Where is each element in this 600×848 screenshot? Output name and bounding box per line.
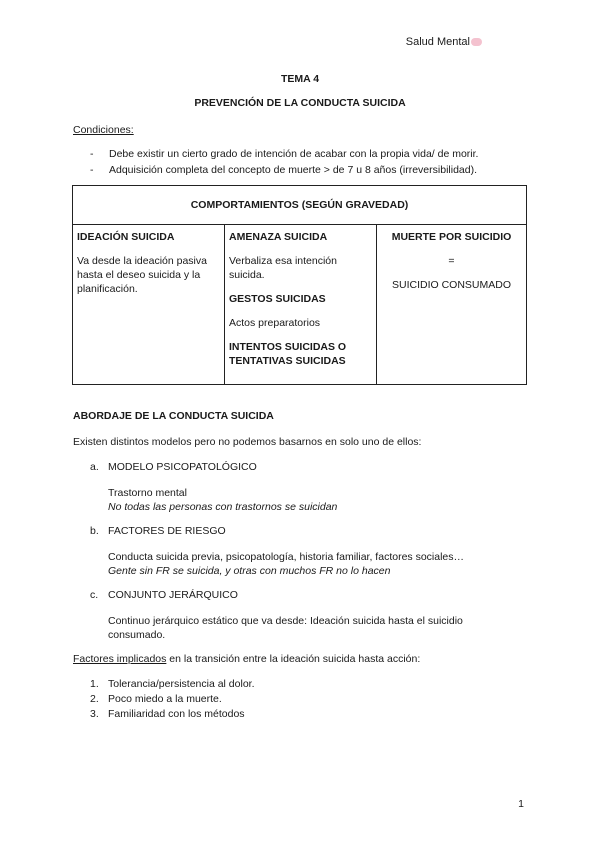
col-intentos-title: INTENTOS SUICIDAS O TENTATIVAS SUICIDAS (229, 341, 347, 367)
col-amenaza-title: AMENAZA SUICIDA (229, 231, 328, 243)
list-item (90, 525, 226, 537)
abordaje-intro: Existen distintos modelos pero no podemos basarnos en solo uno de ellos: (73, 436, 422, 448)
factores-list (90, 677, 255, 722)
factores-rest: en la transición entre la ideación suicida hasta acción: (166, 653, 421, 665)
col-ideacion (73, 224, 225, 384)
header-text: Salud Mental (405, 36, 470, 48)
item-label: a. (90, 461, 99, 473)
list-item (90, 692, 255, 707)
item-text: Conducta suicida previa, psicopatología, historia familiar, factores sociales… (108, 551, 465, 563)
list-item: - Adquisición completa del concepto de muerte > de 7 u 8 años (irreversibilidad). (90, 162, 478, 178)
item-body (108, 486, 337, 514)
table-header: COMPORTAMIENTOS (SEGÚN GRAVEDAD) (73, 186, 526, 225)
item-text: Trastorno mental (108, 487, 187, 499)
item-body (108, 614, 508, 642)
item-title: CONJUNTO JERÁRQUICO (108, 589, 238, 601)
item-text: Tolerancia/persistencia al dolor. (108, 678, 255, 690)
list-item (90, 707, 255, 722)
item-italic: No todas las personas con trastornos se suicidan (108, 501, 338, 513)
factores-line (73, 653, 420, 665)
col-muerte-title: MUERTE POR SUICIDIO (391, 231, 512, 243)
comportamientos-table (72, 185, 527, 385)
item-title: MODELO PSICOPATOLÓGICO (108, 461, 257, 473)
col-gestos-title: GESTOS SUICIDAS (229, 293, 326, 305)
page-number: 1 (518, 798, 524, 810)
col-muerte-eq: = (448, 255, 455, 267)
item-text: Familiaridad con los métodos (108, 708, 245, 720)
factores-label: Factores implicados (73, 653, 167, 665)
col-muerte (377, 224, 526, 384)
col-gestos-text: Actos preparatorios (229, 317, 321, 329)
doc-title: TEMA 4 (280, 73, 320, 85)
abordaje-title: ABORDAJE DE LA CONDUCTA SUICIDA (73, 410, 274, 422)
list-item (90, 589, 238, 601)
item-label: b. (90, 525, 99, 537)
condiciones-list (90, 146, 478, 178)
item-number: 3. (90, 708, 99, 720)
col-ideacion-text: Va desde la ideación pasiva hasta el deseo suicida y la planificación. (77, 255, 207, 295)
col-amenaza-text: Verbaliza esa intención suicida. (229, 255, 337, 281)
doc-subtitle: PREVENCIÓN DE LA CONDUCTA SUICIDA (194, 97, 406, 109)
list-item (90, 677, 255, 692)
item-italic: Gente sin FR se suicida, y otras con muchos FR no lo hacen (108, 565, 391, 577)
cloud-icon (471, 38, 482, 46)
item-text: Poco miedo a la muerte. (108, 693, 222, 705)
col-ideacion-title: IDEACIÓN SUICIDA (77, 231, 175, 243)
item-body (108, 550, 464, 578)
page-header (406, 36, 482, 48)
item-number: 1. (90, 678, 99, 690)
item-number: 2. (90, 693, 99, 705)
col-muerte-text: SUICIDIO CONSUMADO (391, 279, 511, 291)
list-item: - Debe existir un cierto grado de intención de acabar con la propia vida/ de morir. (90, 146, 478, 162)
col-amenaza (225, 224, 377, 384)
list-item (90, 461, 257, 473)
condiciones-label: Condiciones: (73, 124, 134, 136)
item-label: c. (90, 589, 99, 601)
item-text: Continuo jerárquico estático que va desde: Ideación suicida hasta el suicidio consumado. (108, 615, 463, 641)
item-title: FACTORES DE RIESGO (108, 525, 226, 537)
